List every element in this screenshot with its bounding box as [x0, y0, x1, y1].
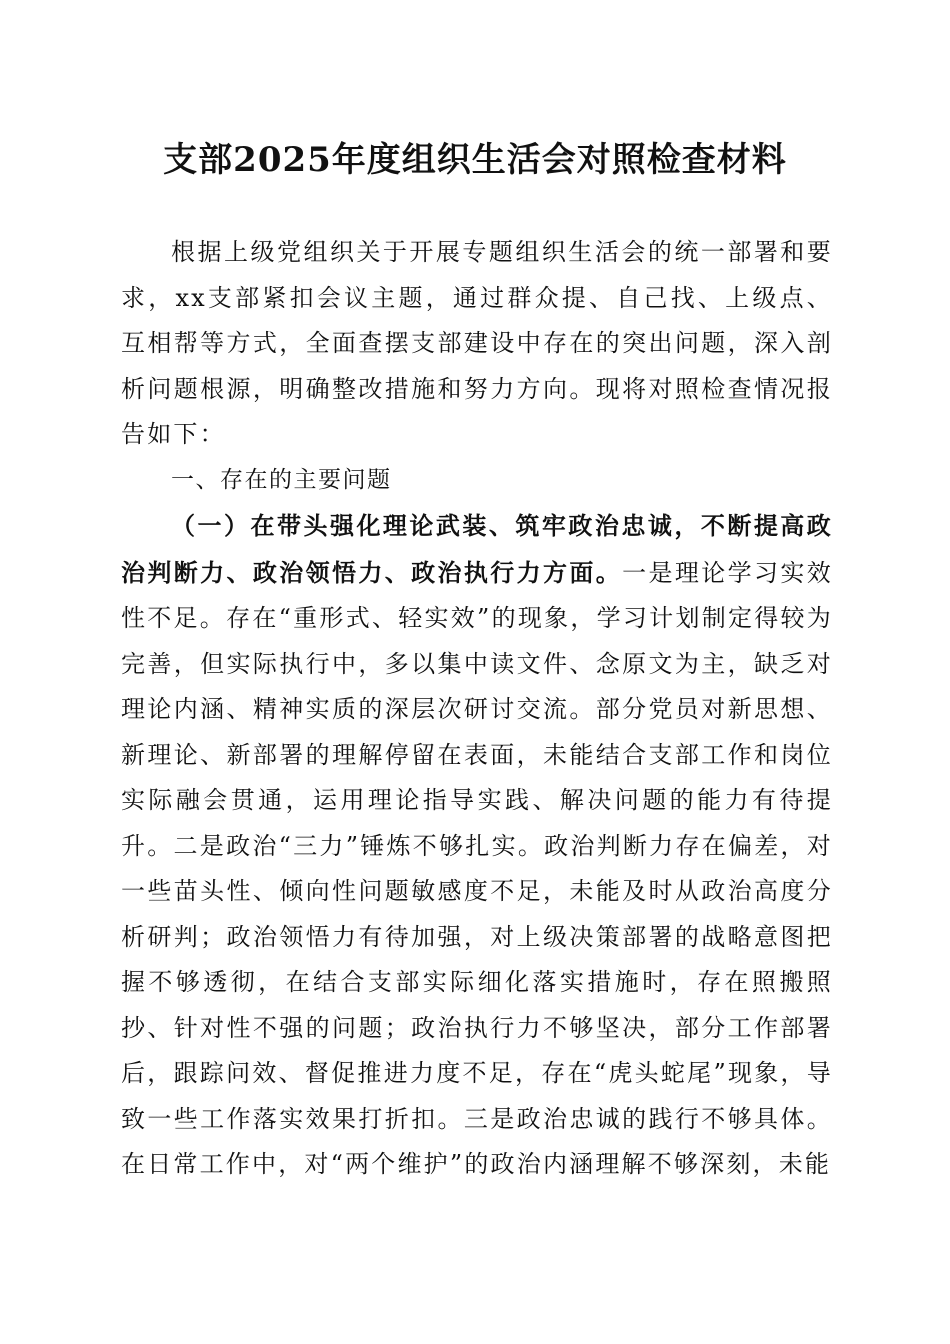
section-heading: 一、存在的主要问题 — [171, 466, 392, 493]
document-body — [121, 230, 833, 1188]
document-title: 支部2025年度组织生活会对照检查材料 — [163, 140, 787, 180]
intro-paragraph: 根据上级党组织关于开展专题组织生活会的统一部署和要求，xx支部紧扣会议主题，通过群众提、自己找、上级点、互相帮等方式，全面查摆支部建设中存在的突出问题，深入剖析问题根源，明确整改措施和努力方向。现将对照检查情况报告如下： — [121, 238, 833, 448]
subsection-lead: （一）在带头强化理论武装、筑牢政治忠诚，不断提高政治判断力、政治领悟力、政治执行力方面。 — [121, 511, 833, 587]
subsection-paragraph — [121, 503, 833, 1188]
subsection-body: 一是理论学习实效性不足。存在“重形式、轻实效”的现象，学习计划制定得较为完善，但实际执行中，多以集中读文件、念原文为主，缺乏对理论内涵、精神实质的深层次研讨交流。部分党员对新思想、新理论、新部署的理解停留在表面，未能结合支部工作和岗位实际融会贯通，运用理论指导实践、解决问题的能力有待提升。二是政治“三力”锤炼不够扎实。政治判断力存在偏差，对一些苗头性、倾向性问题敏感度不足，未能及时从政治高度分析研判；政治领悟力有待加强，对上级决策部署的战略意图把握不够透彻，在结合支部实际细化落实措施时，存在照搬照抄、针对性不强的问题；政治执行力不够坚决，部分工作部署后，跟踪问效、督促推进力度不足，存在“虎头蛇尾”现象，导致一些工作落实效果打折扣。三是政治忠诚的践行不够具体。在日常工作中，对“两个维护”的政治内涵理解不够深刻，未能 — [121, 558, 833, 1178]
